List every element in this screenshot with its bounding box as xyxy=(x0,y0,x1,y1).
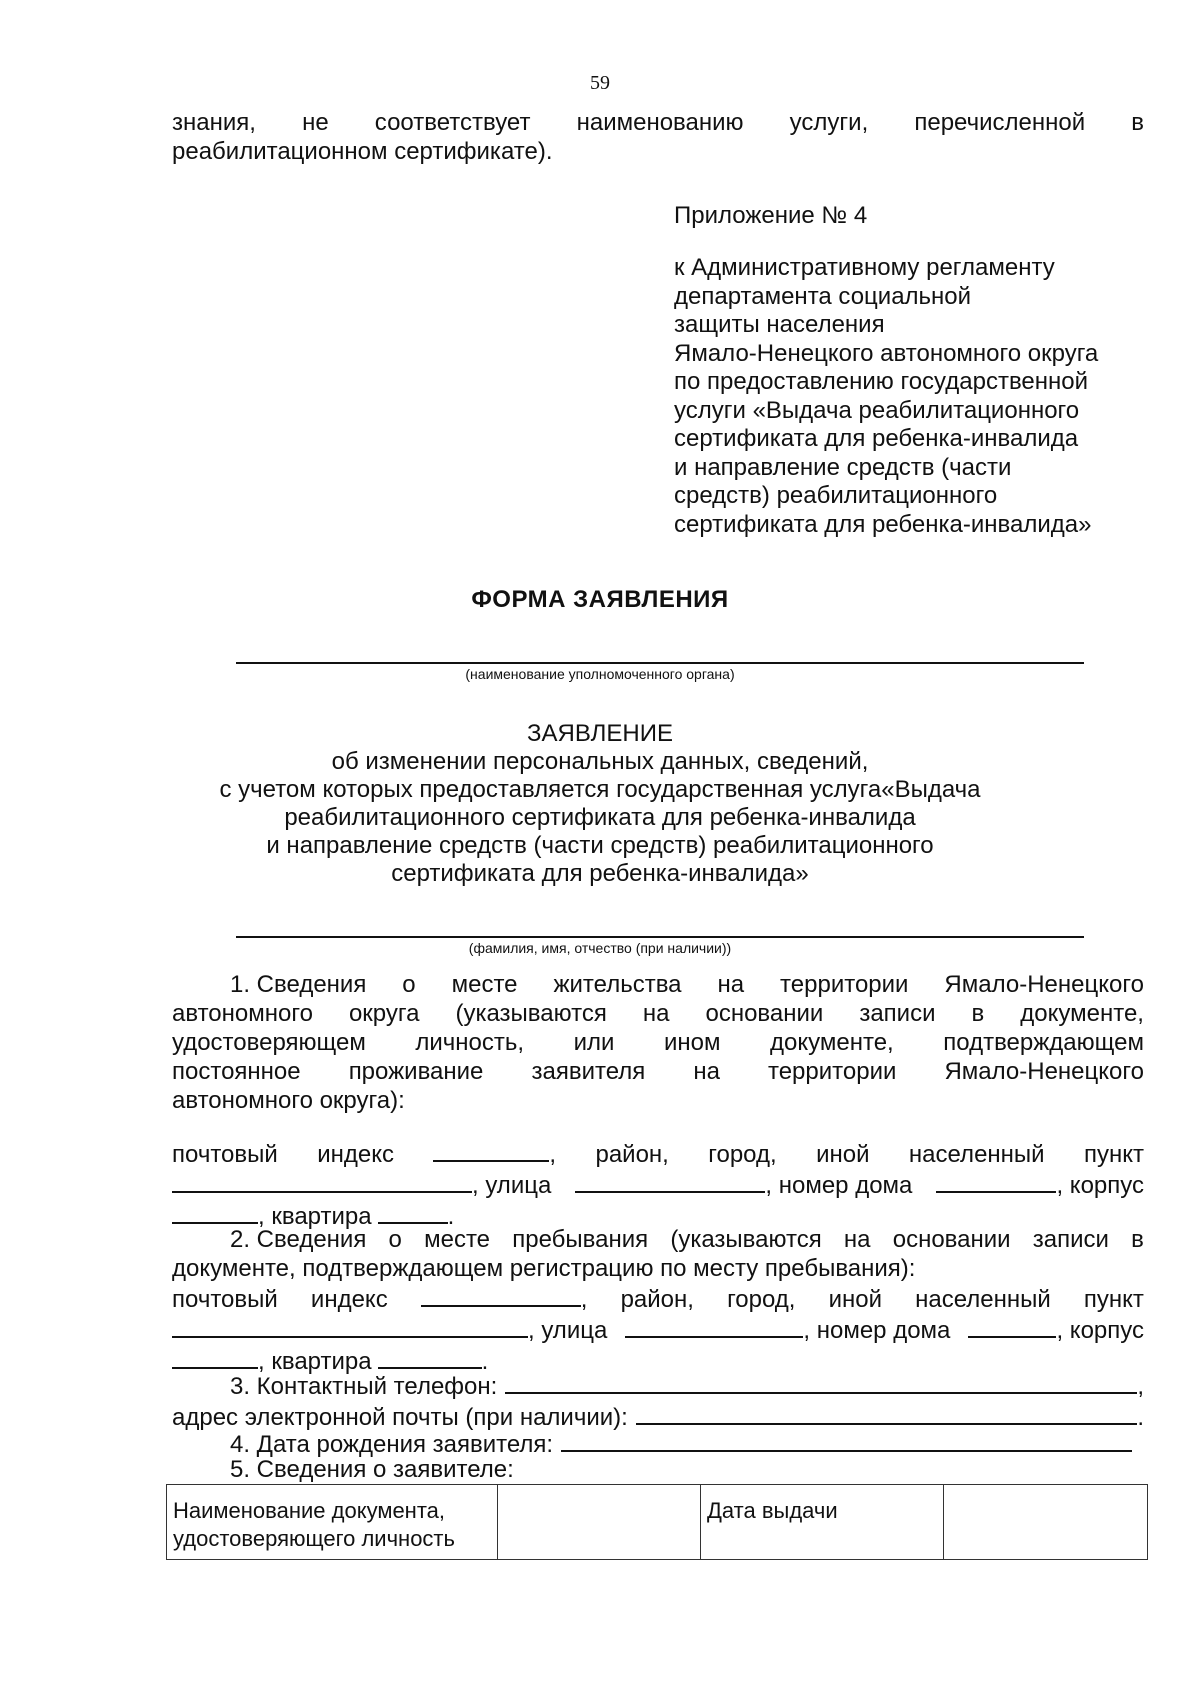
form-title: ФОРМА ЗАЯВЛЕНИЯ xyxy=(471,586,729,613)
email-input[interactable] xyxy=(636,1401,1138,1425)
section-1-paragraph xyxy=(172,970,1144,1115)
section-1-line-last: автономного округа): xyxy=(172,1087,405,1114)
section-3-contacts xyxy=(172,1370,1144,1432)
document-name-value-cell[interactable] xyxy=(498,1485,701,1560)
address-line: почтовый индекс , район, город, иной населенный пункт xyxy=(172,1283,1144,1314)
section-1-line: 1. Сведения о месте жительства на территории Ямало-Ненецкого xyxy=(230,971,1144,998)
stay-address-block xyxy=(172,1283,1144,1376)
statement-heading: ЗАЯВЛЕНИЕ xyxy=(527,720,673,747)
birthdate-line: 4. Дата рождения заявителя: xyxy=(172,1428,1132,1459)
address-line: почтовый индекс , район, город, иной населенный пункт xyxy=(172,1138,1144,1169)
intro-line-2: реабилитационном сертификате). xyxy=(172,138,553,165)
residence-address-block xyxy=(172,1138,1144,1231)
document-name-label-cell: Наименование документа, удостоверяющего личность xyxy=(167,1485,498,1560)
phone-line: 3. Контактный телефон: , xyxy=(172,1370,1144,1401)
table-row xyxy=(167,1485,1148,1560)
intro-line-1: знания, не соответствует наименованию услуги, перечисленной в xyxy=(172,109,1144,136)
postal-index-input[interactable] xyxy=(421,1283,581,1307)
building-input[interactable] xyxy=(172,1345,258,1369)
section-5-heading: 5. Сведения о заявителе: xyxy=(230,1456,514,1483)
section-2-paragraph xyxy=(172,1225,1144,1283)
house-number-input[interactable] xyxy=(936,1169,1056,1193)
full-name-field-line[interactable] xyxy=(236,936,1084,938)
authority-field-line[interactable] xyxy=(236,662,1084,664)
postal-index-input[interactable] xyxy=(433,1138,549,1162)
intro-paragraph xyxy=(172,108,1144,166)
authority-caption: (наименование уполномоченного органа) xyxy=(465,666,735,682)
address-line: , квартира . xyxy=(172,1200,1144,1231)
settlement-input[interactable] xyxy=(172,1169,472,1193)
section-2-line: 2. Сведения о месте пребывания (указываются на основании записи в xyxy=(230,1226,1144,1253)
full-name-caption: (фамилия, имя, отчество (при наличии)) xyxy=(468,940,732,956)
section-2-line-2: документе, подтверждающем регистрацию по месту пребывания): xyxy=(172,1255,916,1282)
appendix-reference: к Административному регламенту департамента социальной защиты населения Ямало-Ненецкого автономного округа по предоставлению государственной услуги «Выдача реабилитационного сертификата для ребенка-инвалида и направление средств (части средств) реабилитационного сертификата для ребенка-инвалида» xyxy=(674,254,1099,538)
page-number: 59 xyxy=(590,72,610,94)
section-1-line: удостоверяющем личность, или ином документе, подтверждающем xyxy=(172,1029,1144,1056)
street-input[interactable] xyxy=(575,1169,765,1193)
email-line: адрес электронной почты (при наличии): . xyxy=(172,1401,1144,1432)
appendix-title: Приложение № 4 xyxy=(674,202,868,229)
apartment-input[interactable] xyxy=(378,1345,482,1369)
statement-subject: об изменении персональных данных, сведений, с учетом которых предоставляется государственная услуга«Выдача реабилитационного сертификата для ребенка-инвалида и направление средств (части средств) реабилитационного сертификата для ребенка-инвалида» xyxy=(219,748,981,887)
address-line: , улица , номер дома , корпус xyxy=(172,1314,1144,1345)
address-line: , улица , номер дома , корпус xyxy=(172,1169,1144,1200)
section-1-line: автономного округа (указываются на основании записи в документе, xyxy=(172,1000,1144,1027)
house-number-input[interactable] xyxy=(968,1314,1056,1338)
section-1-line: постоянное проживание заявителя на территории Ямало-Ненецкого xyxy=(172,1058,1144,1085)
building-input[interactable] xyxy=(172,1200,258,1224)
issue-date-label-cell: Дата выдачи xyxy=(701,1485,944,1560)
applicant-document-table xyxy=(166,1484,1148,1560)
birthdate-input[interactable] xyxy=(561,1428,1132,1452)
apartment-input[interactable] xyxy=(378,1200,448,1224)
phone-input[interactable] xyxy=(505,1370,1137,1394)
issue-date-value-cell[interactable] xyxy=(944,1485,1148,1560)
settlement-input[interactable] xyxy=(172,1314,528,1338)
street-input[interactable] xyxy=(625,1314,803,1338)
address-line: , квартира . xyxy=(172,1345,1144,1376)
